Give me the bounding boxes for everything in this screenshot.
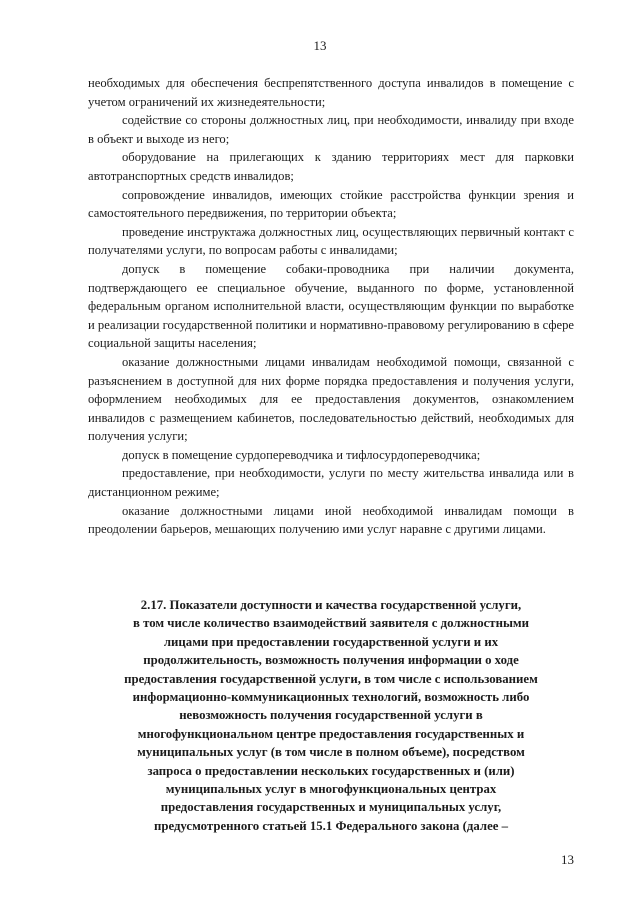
body-text	[88, 74, 574, 539]
heading-line: муниципальных услуг (в том числе в полном объеме), посредством	[137, 745, 525, 760]
heading-line: лицами при предоставлении государственной услуги и их	[163, 634, 499, 649]
heading-line: предоставления государственных и муниципальных услуг,	[160, 800, 502, 815]
paragraph: допуск в помещение собаки-проводника при наличии документа, подтверждающего ее специальное обучение, выданного по форме, установленной федеральным органом исполнительной власти, осуществляющим функции по выработке и реализации государственной политики и нормативно-правовому регулированию в сфере социальной защиты населения;	[88, 261, 574, 351]
paragraph: оказание должностными лицами иной необходимой инвалидам помощи в преодолении барьеров, мешающих получению ими услуг наравне с другими лицами.	[88, 503, 574, 537]
heading-line: муниципальных услуг в многофункциональных центрах	[165, 782, 497, 797]
paragraph: допуск в помещение сурдопереводчика и тифлосурдопереводчика;	[122, 447, 481, 462]
paragraph: оказание должностными лицами инвалидам необходимой помощи, связанной с разъяснением в доступной для них форме порядка предоставления и получения услуги, оформлением необходимых для ее предоставления документов, ознакомлением инвалидов с размещением кабинетов, последовательностью действий, необходимых для получения услуги;	[88, 354, 574, 444]
heading-line: продолжительность, возможность получения информации о ходе	[143, 653, 519, 668]
paragraph: предоставление, при необходимости, услуги по месту жительства инвалида или в дистанционном режиме;	[88, 466, 574, 500]
paragraph: оборудование на прилегающих к зданию территориях мест для парковки автотранспортных средств инвалидов;	[88, 150, 574, 183]
heading-line: запроса о предоставлении нескольких государственных и (или)	[147, 763, 515, 778]
heading-line: 2.17. Показатели доступности и качества государственной услуги,	[140, 598, 522, 612]
paragraph: необходимых для обеспечения беспрепятственного доступа инвалидов в помещение с учетом ограничений их жизнедеятельности;	[88, 76, 574, 109]
page-number-top: 13	[313, 38, 327, 53]
paragraph: сопровождение инвалидов, имеющих стойкие расстройства функции зрения и самостоятельного передвижения, по территории объекта;	[88, 187, 574, 221]
heading-line: предоставления государственной услуги, в том числе с использованием	[124, 671, 538, 686]
heading-line: в том числе количество взаимодействий заявителя с должностными	[132, 616, 530, 631]
heading-line: предусмотренного статьей 15.1 Федерального закона (далее –	[153, 818, 509, 833]
heading-line: информационно-коммуникационных технологий, возможность либо	[132, 690, 530, 705]
page-number-bottom: 13	[561, 852, 574, 867]
paragraph: проведение инструктажа должностных лиц, осуществляющих первичный контакт с получателями услуги, по вопросам работы с инвалидами;	[88, 224, 574, 258]
heading-line: многофункциональном центре предоставления государственных и	[137, 726, 525, 741]
heading-line: невозможность получения государственной услуги в	[179, 708, 483, 723]
section-heading	[88, 596, 574, 835]
paragraph: содействие со стороны должностных лиц, при необходимости, инвалиду при входе в объект и выходе из него;	[88, 113, 574, 146]
